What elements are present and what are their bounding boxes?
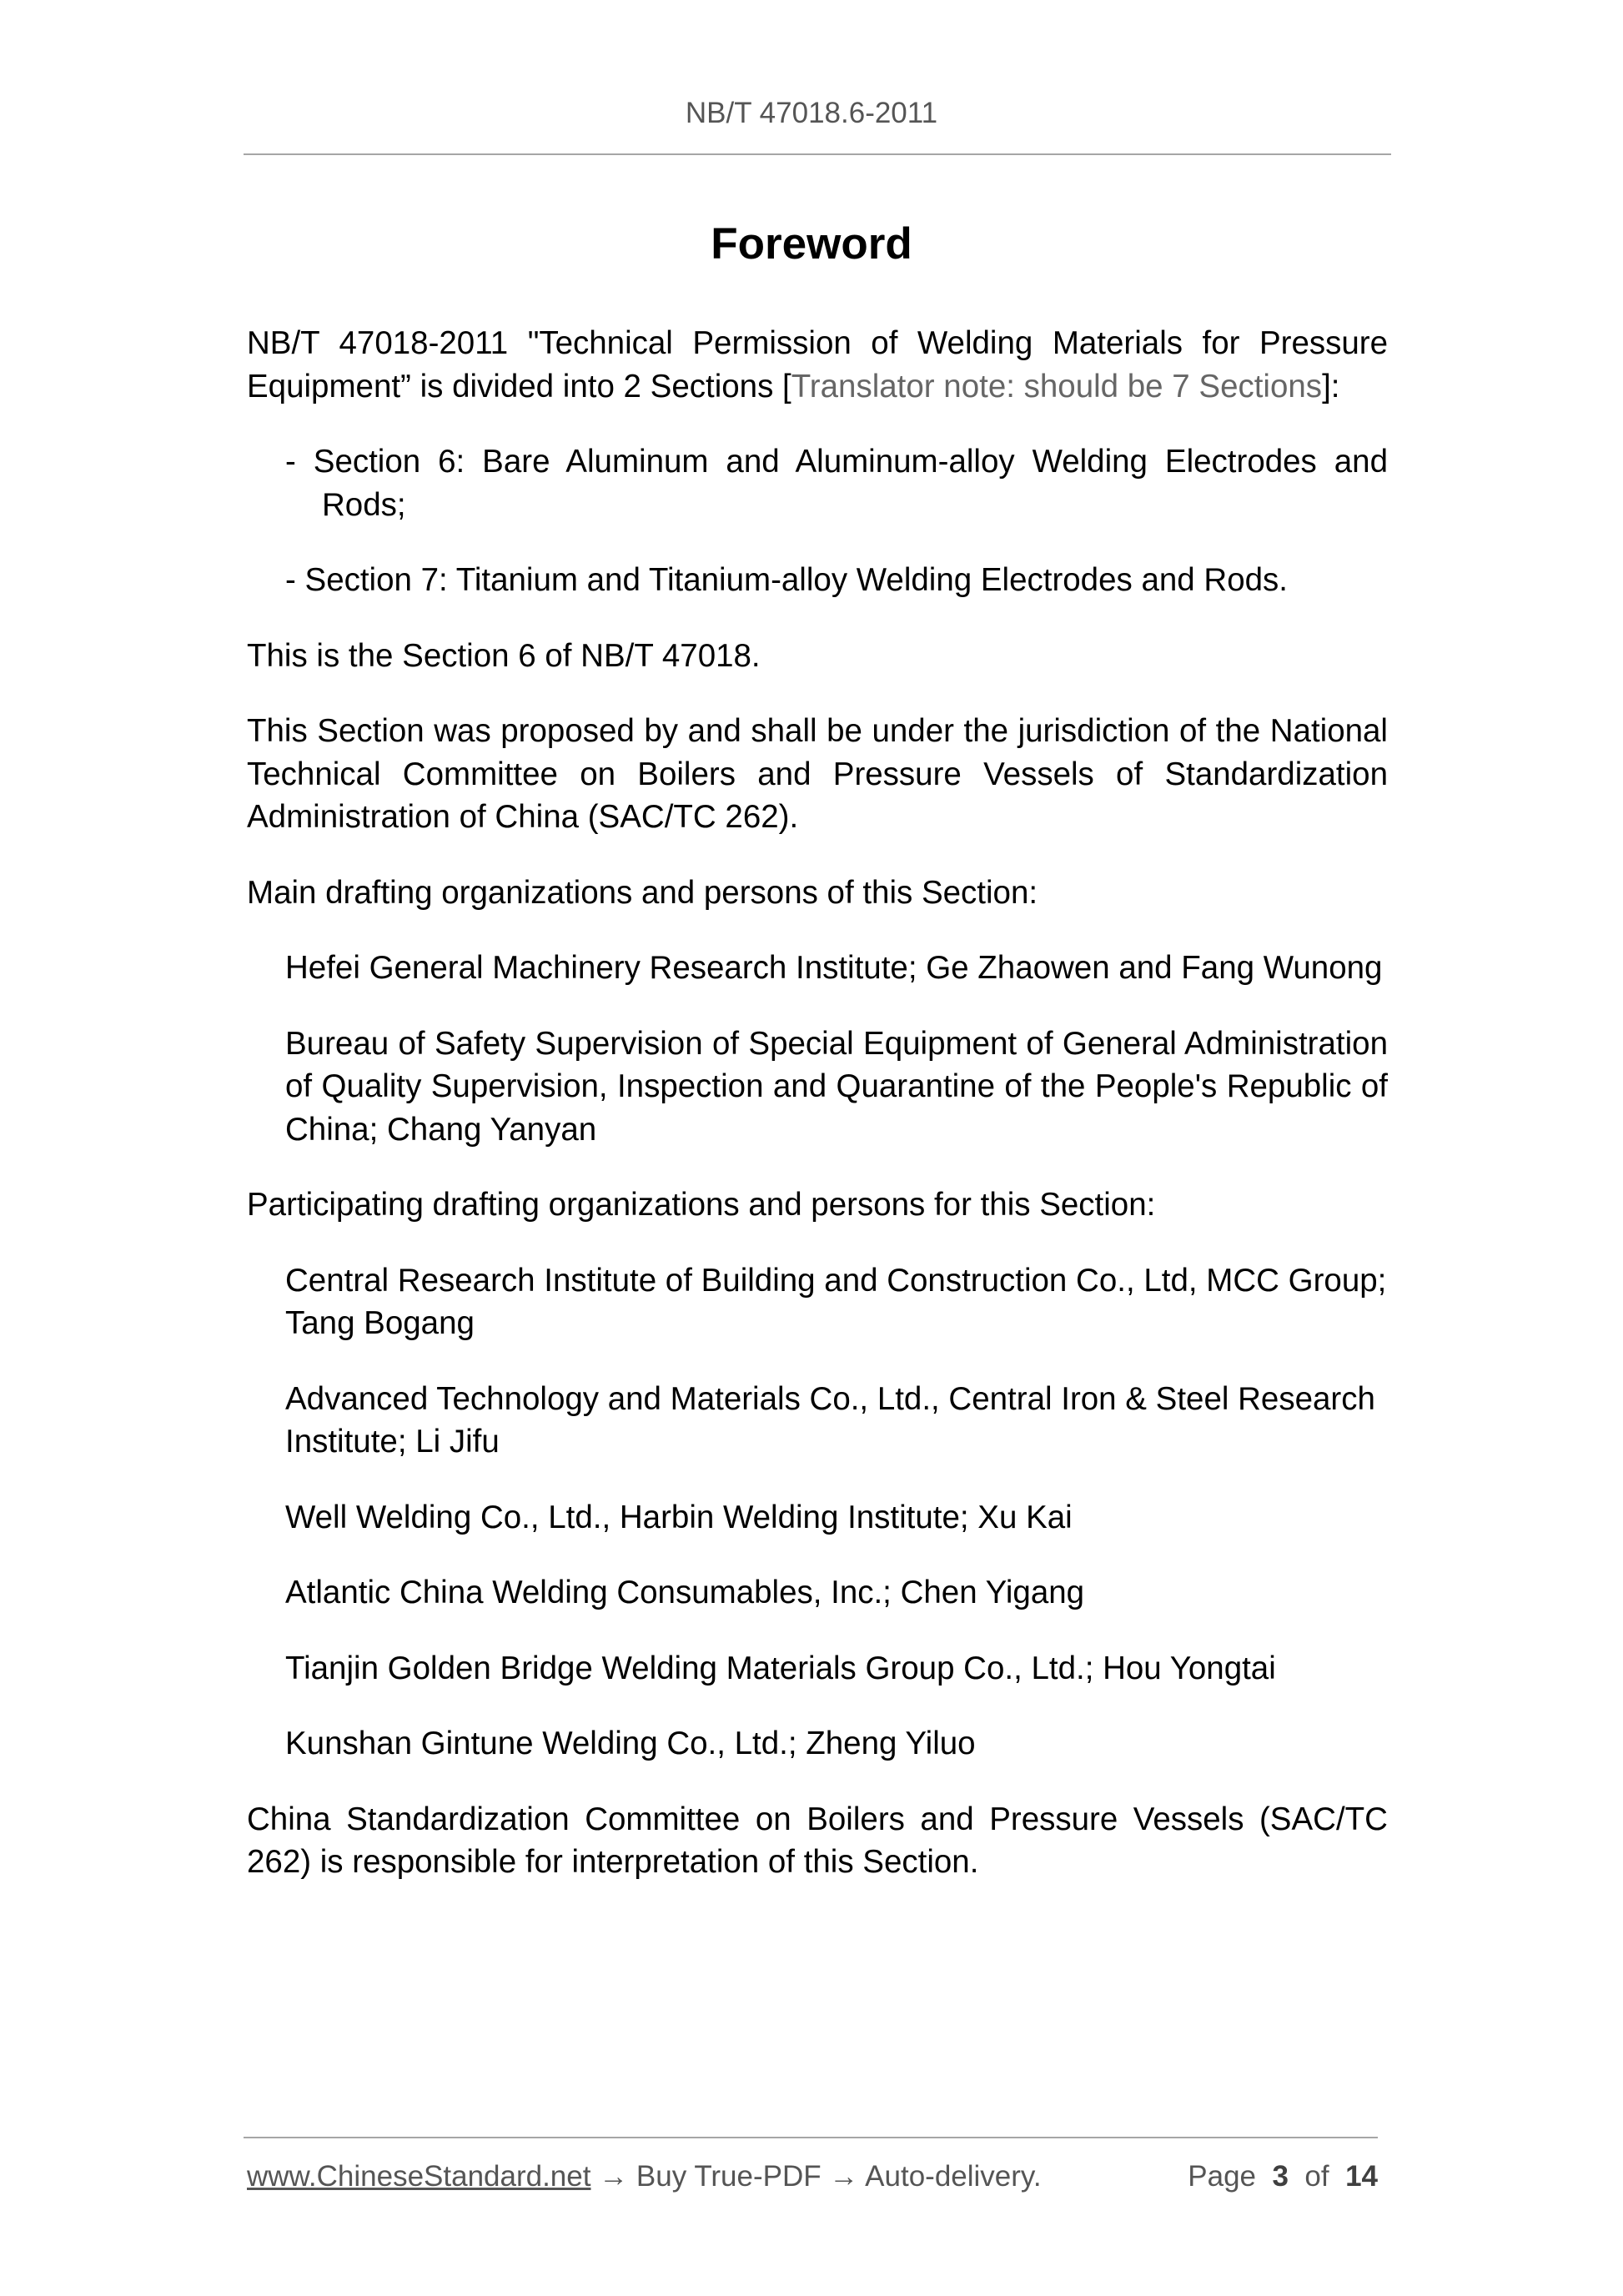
page-of: of xyxy=(1304,2160,1329,2193)
intro-paragraph xyxy=(247,322,1388,408)
header-doc-id: NB/T 47018.6-2011 xyxy=(685,97,938,129)
footer-divider xyxy=(244,2137,1378,2138)
section-list-item: - Section 6: Bare Aluminum and Aluminum-alloy Welding Electrodes and Rods; xyxy=(285,444,1388,523)
page-current: 3 xyxy=(1272,2160,1289,2193)
participating-drafting-heading: Participating drafting organizations and persons for this Section: xyxy=(247,1187,1156,1223)
main-drafting-heading: Main drafting organizations and persons of this Section: xyxy=(247,874,1038,911)
participating-org-item: Kunshan Gintune Welding Co., Ltd.; Zheng Yiluo xyxy=(285,1726,976,1761)
website-link[interactable]: www.ChineseStandard.net xyxy=(247,2160,591,2193)
participating-org-item: Central Research Institute of Building and Construction Co., Ltd, MCC Group; Tang Bogang xyxy=(285,1262,1387,1341)
participating-org-item: Advanced Technology and Materials Co., Ltd., Central Iron & Steel Research Institute; Li Jifu xyxy=(285,1380,1375,1459)
interpretation-paragraph: China Standardization Committee on Boilers and Pressure Vessels (SAC/TC 262) is responsible for interpretation of this Section. xyxy=(247,1801,1388,1880)
participating-org-item: Atlantic China Welding Consumables, Inc.; Chen Yigang xyxy=(285,1575,1085,1610)
participating-org-item: Tianjin Golden Bridge Welding Materials Group Co., Ltd.; Hou Yongtai xyxy=(285,1650,1276,1686)
section-list-item: - Section 7: Titanium and Titanium-alloy Welding Electrodes and Rods. xyxy=(285,562,1288,598)
participating-org-item: Well Welding Co., Ltd., Harbin Welding Institute; Xu Kai xyxy=(285,1499,1073,1535)
document-body xyxy=(247,322,1388,1917)
page-number xyxy=(1188,2160,1378,2193)
main-org-item: Bureau of Safety Supervision of Special Equipment of General Administration of Quality Supervision, Inspection and Quarantine of the People's Republic of China; Chang Yanyan xyxy=(285,1025,1388,1148)
page-title: Foreword xyxy=(711,219,912,269)
page-label: Page xyxy=(1188,2160,1257,2193)
footer-left xyxy=(247,2160,1042,2193)
page-total: 14 xyxy=(1345,2160,1378,2193)
proposed-paragraph: This Section was proposed by and shall be under the jurisdiction of the National Technical Committee on Boilers and Pressure Vessels of Standardization Administration of China (SAC/TC 262). xyxy=(247,713,1388,835)
translator-note: Translator note: should be 7 Sections xyxy=(791,368,1323,404)
intro-text: NB/T 47018-2011 "Technical Permission of Welding Materials for Pressure Equipment” is divided into 2 Sections [ xyxy=(247,325,1388,404)
header-divider xyxy=(244,153,1391,155)
footer-tagline: → Buy True-PDF → Auto-delivery. xyxy=(590,2160,1042,2193)
this-section-paragraph: This is the Section 6 of NB/T 47018. xyxy=(247,637,761,674)
intro-suffix: ]: xyxy=(1322,368,1340,404)
page-footer xyxy=(247,2160,1378,2193)
main-org-item: Hefei General Machinery Research Institute; Ge Zhaowen and Fang Wunong xyxy=(285,950,1383,986)
